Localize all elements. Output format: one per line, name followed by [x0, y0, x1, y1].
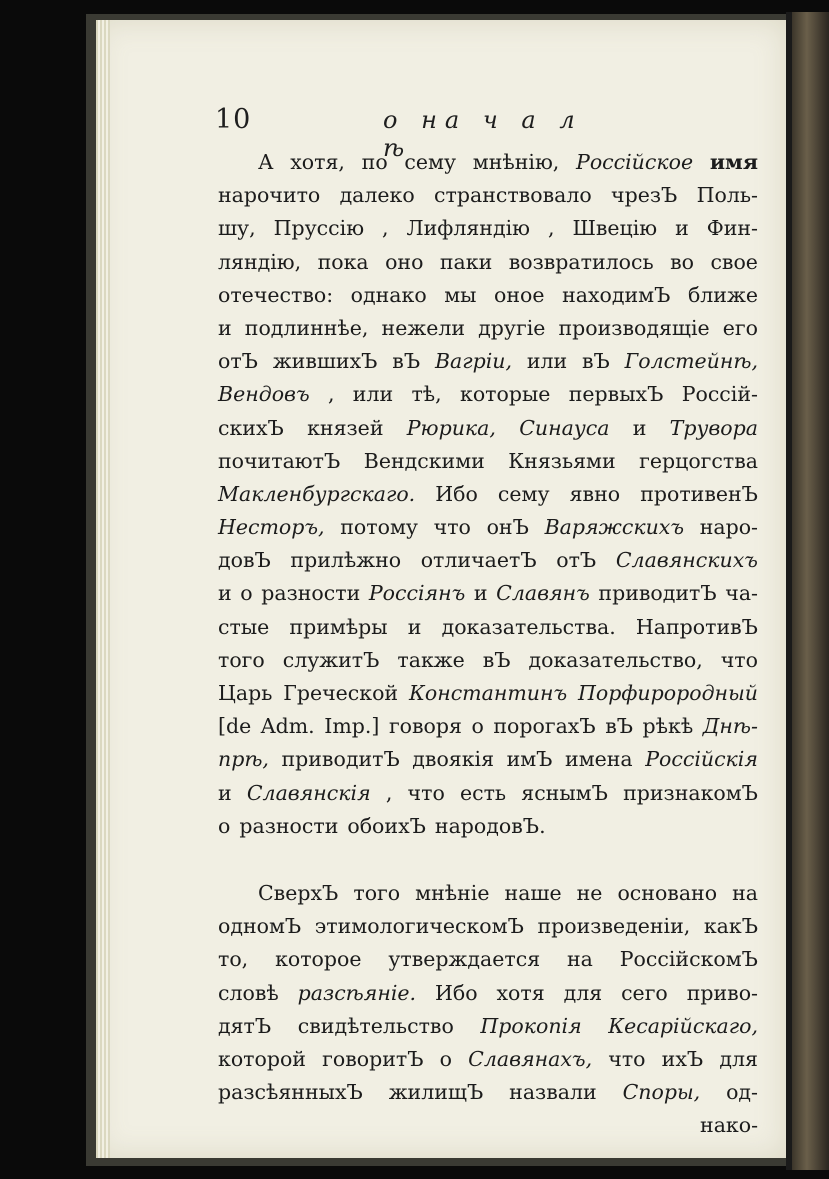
- word: находимЪ: [562, 282, 671, 307]
- word: Князьями: [508, 448, 616, 473]
- word: доказательство,: [528, 647, 703, 672]
- word: которой: [218, 1046, 306, 1071]
- word: Фин-: [706, 216, 758, 241]
- word: не: [576, 880, 603, 905]
- running-title: о на ч а л ѣ: [383, 106, 583, 162]
- text-line: [218, 279, 758, 312]
- word: Россій-: [681, 382, 758, 407]
- word: Славянъ: [496, 581, 590, 606]
- word: однако: [350, 282, 427, 307]
- word: приводитЪ: [281, 747, 400, 772]
- word: Рюрика,: [406, 415, 496, 440]
- word: Вагріи,: [434, 349, 512, 374]
- text-line: [218, 246, 758, 279]
- word: Споры,: [622, 1080, 701, 1105]
- word: свое: [710, 249, 758, 274]
- word: порогахЪ: [493, 714, 596, 739]
- word: что: [433, 515, 471, 540]
- word: Греческой: [283, 681, 399, 705]
- word: Царь: [218, 681, 273, 705]
- word: примѣры: [289, 614, 388, 639]
- text-line: [218, 644, 758, 677]
- word: ляндію,: [218, 249, 302, 274]
- word: герцогства: [639, 448, 758, 473]
- word: Славянскихъ: [615, 548, 758, 573]
- word: и: [218, 581, 232, 606]
- word: или: [352, 382, 394, 407]
- word: того: [353, 880, 401, 905]
- word: князей: [307, 415, 384, 440]
- word: разсѣянныхЪ: [218, 1080, 363, 1105]
- word: отечество:: [218, 282, 334, 307]
- word: Макленбургскаго.: [218, 481, 416, 506]
- text-line: [218, 544, 758, 577]
- word: скихЪ: [218, 415, 284, 440]
- word: вЪ: [482, 647, 511, 672]
- word: о: [471, 714, 484, 739]
- word: дятЪ: [218, 1013, 272, 1038]
- word: свидѣтельство: [297, 1013, 454, 1038]
- word: СверхЪ: [258, 880, 339, 905]
- word: нежели: [381, 315, 466, 340]
- word: НапротивЪ: [635, 614, 758, 639]
- text-line: [218, 710, 758, 743]
- body-text: [218, 146, 758, 1142]
- word: жившихЪ: [272, 349, 378, 374]
- word: пока: [317, 249, 369, 274]
- word: Adm.: [260, 714, 315, 739]
- word: Порфирородный: [578, 681, 758, 705]
- text-line: [218, 312, 758, 345]
- word: Несторъ,: [218, 515, 325, 540]
- text-line: [218, 677, 758, 710]
- word: Пруссію: [273, 216, 365, 241]
- word: Россійскія: [645, 747, 758, 772]
- text-line: [218, 611, 758, 644]
- word: рѣкѣ: [642, 714, 694, 739]
- word: основано: [617, 880, 718, 905]
- text-line: [218, 146, 758, 179]
- word: тѣ,: [411, 382, 442, 407]
- text-line: [218, 212, 758, 245]
- word: наше: [504, 880, 562, 905]
- word: ,: [382, 216, 389, 241]
- word: Синауса: [519, 415, 610, 440]
- text-line: [218, 511, 758, 544]
- word: А: [258, 150, 274, 174]
- word: говоря: [388, 714, 462, 739]
- word: Ибо: [435, 481, 478, 506]
- word: разности: [261, 581, 361, 606]
- word: Лифляндію: [406, 216, 530, 241]
- word: то,: [218, 947, 249, 972]
- word: наро-: [699, 515, 758, 540]
- word: и: [218, 315, 232, 340]
- word: и: [632, 415, 647, 440]
- binding-edge-strip: [792, 12, 829, 1170]
- word: отЪ: [218, 349, 258, 374]
- word: мы: [444, 282, 477, 307]
- text-line: [218, 577, 758, 610]
- word: довЪ: [218, 548, 271, 573]
- text-line: [218, 1076, 758, 1109]
- word: утверждается: [388, 947, 541, 972]
- word: чрезЪ: [611, 183, 678, 208]
- word: мнѣнію,: [472, 150, 560, 174]
- word: шу,: [218, 216, 256, 241]
- text-line: [218, 1010, 758, 1043]
- word: другіе: [478, 315, 546, 340]
- word: ,: [327, 382, 335, 407]
- word: и: [473, 581, 488, 606]
- text-line: [218, 412, 758, 445]
- word: Днѣ-: [702, 714, 758, 739]
- text-line: [218, 910, 758, 943]
- word: яснымЪ: [521, 780, 608, 805]
- word: Кесарійскаго,: [608, 1013, 758, 1038]
- word: потому: [340, 515, 418, 540]
- word: для: [719, 1046, 758, 1071]
- word: сему: [497, 481, 550, 506]
- word: или: [526, 349, 568, 374]
- word: отЪ: [556, 548, 597, 573]
- word: од-: [726, 1080, 758, 1105]
- text-line: [218, 810, 758, 843]
- word: есть: [459, 780, 507, 805]
- word: сему: [404, 150, 457, 174]
- word: одномЪ: [218, 914, 302, 939]
- word: обоихЪ: [347, 813, 426, 838]
- word: производящіе: [558, 315, 710, 340]
- word: ихЪ: [661, 1046, 704, 1071]
- word: онЪ: [486, 515, 529, 540]
- word: также: [397, 647, 465, 672]
- word: которые: [460, 382, 551, 407]
- word: ,: [547, 216, 555, 241]
- word: о: [439, 1046, 453, 1071]
- word: Россіянъ: [368, 581, 466, 606]
- word: прилѣжно: [290, 548, 402, 573]
- word: имя: [709, 150, 758, 174]
- word: Швецію: [572, 216, 658, 241]
- text-line: [218, 743, 758, 776]
- word: РоссійскомЪ: [619, 947, 758, 972]
- word: на: [732, 880, 758, 905]
- word: Imp.]: [324, 714, 380, 739]
- word: стые: [218, 614, 270, 639]
- word: жилищЪ: [388, 1080, 484, 1105]
- word: оно: [385, 249, 424, 274]
- word: того: [218, 647, 265, 672]
- word: имена: [565, 747, 633, 772]
- word: паки: [439, 249, 493, 274]
- word: какЪ: [703, 914, 758, 939]
- word: и: [218, 780, 232, 805]
- word: приво-: [686, 980, 758, 1005]
- word: мнѣніе: [415, 880, 490, 905]
- text-line: [218, 877, 758, 910]
- word: двоякія: [412, 747, 495, 772]
- word: Трувора: [669, 415, 758, 440]
- word: говоритЪ: [322, 1046, 424, 1071]
- word: что: [407, 780, 445, 805]
- word: прѣ,: [218, 747, 269, 772]
- word: ,: [385, 780, 393, 805]
- word: народовЪ.: [434, 813, 546, 838]
- word: хотя,: [290, 150, 345, 174]
- word: странствовало: [434, 183, 592, 208]
- text-line: [218, 1109, 758, 1142]
- word: Славянскія: [246, 780, 371, 805]
- text-line: [218, 943, 758, 976]
- word: и: [407, 614, 422, 639]
- word: и: [675, 216, 689, 241]
- word: словѣ: [218, 980, 279, 1005]
- text-line: [218, 977, 758, 1010]
- word: этимологическомЪ: [314, 914, 524, 939]
- word: вЪ: [605, 714, 634, 739]
- word: Константинъ: [408, 681, 568, 705]
- word: для: [563, 980, 603, 1005]
- text-line: [218, 179, 758, 212]
- word: разности: [239, 813, 339, 838]
- text-line: [218, 1043, 758, 1076]
- word: почитаютЪ: [218, 448, 341, 473]
- word: ближе: [687, 282, 758, 307]
- word: Ибо: [434, 980, 478, 1005]
- text-line: [218, 445, 758, 478]
- page-number: 10: [215, 104, 252, 135]
- word: хотя: [496, 980, 545, 1005]
- word: разсѣяніе.: [297, 980, 417, 1005]
- word: Голстейнѣ,: [624, 349, 758, 374]
- binding-edge: [786, 12, 829, 1170]
- text-line: [218, 378, 758, 411]
- word: о: [218, 813, 231, 838]
- word: назвали: [509, 1080, 597, 1105]
- word: отличаетЪ: [420, 548, 537, 573]
- word: явно: [569, 481, 621, 506]
- word: служитЪ: [282, 647, 380, 672]
- word: возвратилось: [508, 249, 654, 274]
- word: подлиннѣе,: [244, 315, 369, 340]
- word: его: [722, 315, 758, 340]
- word: что: [720, 647, 758, 672]
- word: произведеніи,: [537, 914, 691, 939]
- word: приводитЪ: [598, 581, 717, 606]
- paragraph: [218, 877, 758, 1143]
- word: Славянахъ,: [468, 1046, 593, 1071]
- text-line: [218, 777, 758, 810]
- word: на: [567, 947, 593, 972]
- word: вЪ: [392, 349, 421, 374]
- word: во: [670, 249, 694, 274]
- word: по: [361, 150, 388, 174]
- word: Поль-: [696, 183, 758, 208]
- word: ча-: [725, 581, 758, 606]
- word: что: [608, 1046, 646, 1071]
- word: далеко: [339, 183, 415, 208]
- paragraph-gap: [218, 843, 758, 877]
- paragraph: [218, 146, 758, 843]
- word: [de: [218, 714, 252, 739]
- word: вЪ: [582, 349, 610, 374]
- word: которое: [275, 947, 362, 972]
- word: сего: [621, 980, 668, 1005]
- text-line: [218, 345, 758, 378]
- word: Прокопія: [480, 1013, 582, 1038]
- text-line: [218, 478, 758, 511]
- word: нако-: [700, 1113, 758, 1138]
- word: Варяжскихъ: [544, 515, 685, 540]
- word: нарочито: [218, 183, 321, 208]
- word: Вендскими: [363, 448, 485, 473]
- word: оное: [494, 282, 545, 307]
- word: Вендовъ: [218, 382, 310, 407]
- word: о: [240, 581, 253, 606]
- word: Россійское: [576, 150, 694, 174]
- word: доказательства.: [441, 614, 616, 639]
- word: противенЪ: [640, 481, 758, 506]
- word: признакомЪ: [623, 780, 758, 805]
- page-edges: [96, 20, 110, 1158]
- word: имЪ: [506, 747, 553, 772]
- word: первыхЪ: [568, 382, 664, 407]
